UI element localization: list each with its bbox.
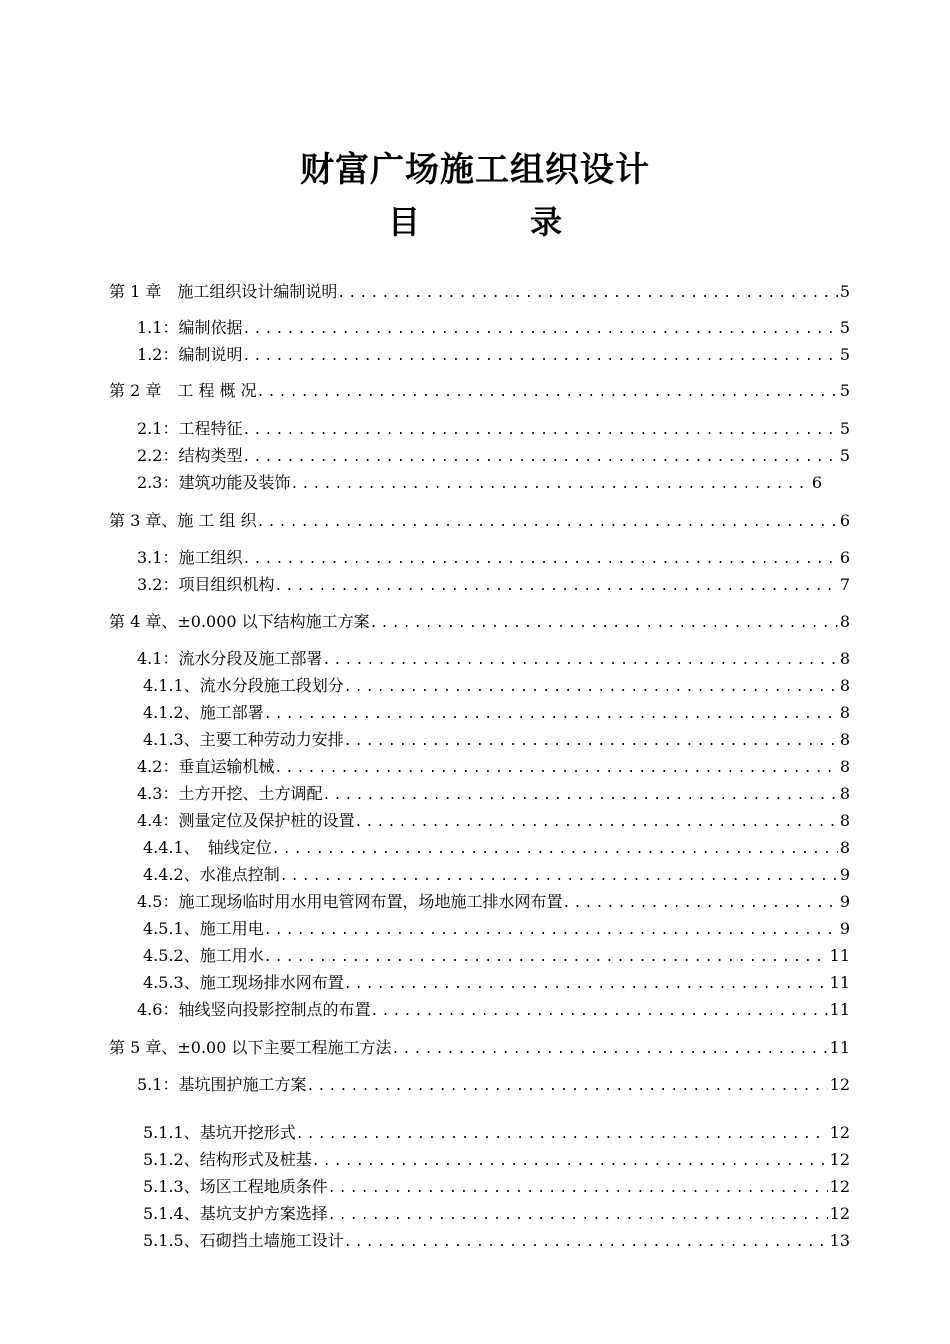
toc-entry[interactable] (109, 510, 850, 534)
toc-entry[interactable] (137, 344, 850, 368)
toc-leader-dots (370, 1001, 827, 1023)
toc-entry-label: 2.1：工程特征 (137, 419, 243, 438)
toc-leader-dots (328, 1205, 828, 1227)
toc-entry-label: 4.5.3、施工现场排水网布置 (143, 973, 344, 992)
toc-entry[interactable] (137, 574, 850, 598)
toc-leader-dots (280, 866, 838, 888)
toc-leader-dots (306, 1076, 827, 1098)
toc-entry-page: 11 (829, 1038, 850, 1057)
toc-entry-page: 5 (839, 345, 850, 364)
toc-entry[interactable] (137, 810, 850, 834)
toc-entry[interactable] (137, 445, 850, 469)
toc-entry-page: 8 (839, 649, 850, 668)
toc-leader-dots (257, 512, 838, 534)
toc-entry-label: 4.5.1、施工用电 (143, 919, 264, 938)
toc-entry-page: 8 (839, 703, 850, 722)
toc-entry-label: 1.2：编制说明 (137, 345, 243, 364)
toc-entry[interactable] (137, 648, 850, 672)
toc-entry-page: 11 (829, 1000, 850, 1019)
toc-entry-label: 4.5：施工现场临时用水用电管网布置，场地施工排水网布置 (137, 892, 563, 911)
toc-entry-label: 4.3：土方开挖、土方调配 (137, 784, 323, 803)
toc-entry-page: 8 (839, 676, 850, 695)
toc-entry-page: 8 (839, 784, 850, 803)
toc-entry-page: 13 (829, 1231, 850, 1250)
toc-leader-dots (264, 704, 838, 726)
toc-entry[interactable] (109, 611, 850, 635)
toc-entry[interactable] (137, 999, 850, 1023)
toc-leader-dots (290, 474, 809, 496)
toc-entry[interactable] (143, 729, 850, 753)
toc-leader-dots (312, 1151, 828, 1173)
toc-entry-page: 7 (839, 575, 850, 594)
toc-entry-label: 4.2：垂直运输机械 (137, 757, 275, 776)
toc-entry[interactable] (143, 1122, 850, 1146)
toc-entry-label: 2.2：结构类型 (137, 446, 243, 465)
toc-entry-label: 5.1.5、石砌挡土墙施工设计 (143, 1231, 344, 1250)
document-title: 财富广场施工组织设计 (300, 150, 650, 190)
toc-entry[interactable] (109, 380, 850, 404)
toc-leader-dots (562, 893, 837, 915)
toc-entry-page: 8 (839, 612, 850, 631)
toc-entry-page: 11 (829, 973, 850, 992)
toc-entry-label: 第 5 章、±0.00 以下主要工程施工方法 (109, 1038, 392, 1057)
toc-entry[interactable] (143, 675, 850, 699)
toc-leader-dots (328, 1178, 828, 1200)
toc-entry[interactable] (137, 472, 822, 496)
toc-entry-page: 12 (829, 1075, 850, 1094)
toc-entry-page: 12 (829, 1150, 850, 1169)
toc-entry-page: 12 (829, 1123, 850, 1142)
toc-leader-dots (322, 650, 837, 672)
toc-entry[interactable] (137, 547, 850, 571)
toc-leader-dots (322, 785, 837, 807)
toc-entry-page: 12 (829, 1204, 850, 1223)
toc-entry-page: 6 (811, 473, 822, 492)
toc-entry-label: 4.1.3、主要工种劳动力安排 (143, 730, 344, 749)
toc-entry-page: 11 (829, 946, 850, 965)
toc-entry-label: 第 2 章 工 程 概 况 (109, 381, 257, 400)
toc-entry-label: 4.4：测量定位及保护桩的设置 (137, 811, 355, 830)
toc-leader-dots (242, 447, 837, 469)
toc-leader-dots (344, 974, 828, 996)
toc-entry-page: 8 (839, 757, 850, 776)
toc-entry[interactable] (143, 837, 850, 861)
toc-entry-label: 5.1.1、基坑开挖形式 (143, 1123, 296, 1142)
toc-entry-label: 第 4 章、±0.000 以下结构施工方案 (109, 612, 370, 631)
toc-entry[interactable] (109, 1037, 850, 1061)
toc-leader-dots (391, 1039, 827, 1061)
toc-entry-page: 5 (839, 381, 850, 400)
toc-entry[interactable] (143, 1230, 850, 1254)
toc-entry[interactable] (143, 1149, 850, 1173)
toc-leader-dots (354, 812, 837, 834)
toc-entry-page: 9 (839, 892, 850, 911)
toc-entry[interactable] (143, 945, 850, 969)
toc-leader-dots (274, 576, 837, 598)
toc-entry-label: 4.1.2、施工部署 (143, 703, 264, 722)
toc-entry-label: 2.3：建筑功能及装饰 (137, 473, 291, 492)
toc-entry[interactable] (137, 1074, 850, 1098)
toc-entry-label: 第 3 章、施 工 组 织 (109, 511, 257, 530)
toc-leader-dots (257, 382, 838, 404)
toc-entry[interactable] (143, 1203, 850, 1227)
toc-entry-page: 8 (839, 838, 850, 857)
toc-entry-label: 4.4.1、 轴线定位 (143, 838, 272, 857)
toc-entry-page: 5 (839, 318, 850, 337)
toc-entry[interactable] (143, 918, 850, 942)
toc-entry-label: 4.4.2、水准点控制 (143, 865, 280, 884)
toc-entry-label: 1.1：编制依据 (137, 318, 243, 337)
toc-entry[interactable] (137, 317, 850, 341)
toc-entry-label: 5.1：基坑围护施工方案 (137, 1075, 307, 1094)
toc-heading-right: 录 (530, 203, 563, 241)
toc-entry-page: 5 (839, 446, 850, 465)
toc-leader-dots (264, 947, 828, 969)
toc-entry-page: 5 (839, 282, 850, 301)
toc-leader-dots (337, 283, 837, 305)
toc-leader-dots (272, 839, 838, 861)
toc-entry-page: 6 (839, 548, 850, 567)
toc-heading-left: 目 (387, 203, 420, 241)
toc-entry-label: 4.1.1、流水分段施工段划分 (143, 676, 344, 695)
toc-entry[interactable] (143, 1176, 850, 1200)
toc-leader-dots (242, 549, 837, 571)
toc-entry-label: 5.1.2、结构形式及桩基 (143, 1150, 312, 1169)
toc-leader-dots (242, 420, 837, 442)
toc-leader-dots (296, 1124, 828, 1146)
toc-entry-page: 6 (839, 511, 850, 530)
toc-entry[interactable] (109, 281, 850, 305)
toc-entry[interactable] (143, 972, 850, 996)
toc-entry[interactable] (137, 418, 850, 442)
toc-entry[interactable] (137, 891, 850, 915)
toc-entry-page: 9 (839, 865, 850, 884)
toc-leader-dots (344, 1232, 828, 1254)
toc-entry[interactable] (137, 756, 850, 780)
toc-entry-label: 5.1.3、场区工程地质条件 (143, 1177, 328, 1196)
toc-entry-label: 4.6：轴线竖向投影控制点的布置 (137, 1000, 371, 1019)
toc-entry-page: 5 (839, 419, 850, 438)
toc-entry[interactable] (143, 702, 850, 726)
toc-entry-page: 9 (839, 919, 850, 938)
toc-leader-dots (242, 346, 837, 368)
toc-entry[interactable] (137, 783, 850, 807)
toc-entry[interactable] (143, 864, 850, 888)
toc-entry-label: 4.1：流水分段及施工部署 (137, 649, 323, 668)
toc-entry-label: 5.1.4、基坑支护方案选择 (143, 1204, 328, 1223)
toc-entry-label: 3.1：施工组织 (137, 548, 243, 567)
toc-entry-label: 4.5.2、施工用水 (143, 946, 264, 965)
toc-leader-dots (344, 731, 838, 753)
toc-leader-dots (264, 920, 838, 942)
toc-entry-page: 12 (829, 1177, 850, 1196)
toc-leader-dots (274, 758, 837, 780)
toc-entry-label: 第 1 章 施工组织设计编制说明 (109, 282, 338, 301)
toc-entry-page: 8 (839, 811, 850, 830)
toc-leader-dots (370, 613, 838, 635)
toc-entry-label: 3.2：项目组织机构 (137, 575, 275, 594)
toc-entry-page: 8 (839, 730, 850, 749)
toc-leader-dots (242, 319, 837, 341)
toc-leader-dots (344, 677, 838, 699)
